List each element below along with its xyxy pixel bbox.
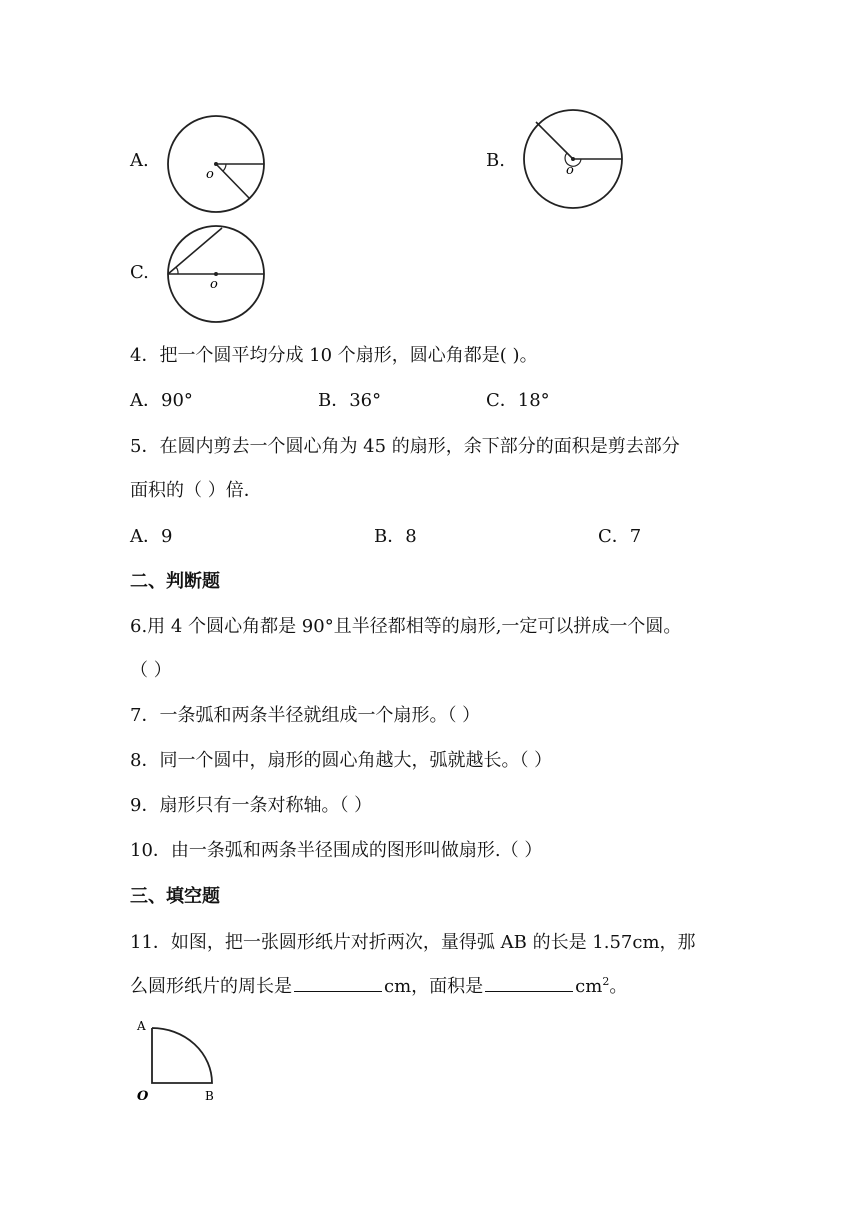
q5-option-c: C．7: [598, 526, 642, 547]
q8: 8．同一个圆中，扇形的圆心角越大，弧就越长。（ ）: [130, 750, 553, 771]
q11-text-a: 么圆形纸片的周长是: [130, 976, 292, 997]
q5-option-b: B．8: [374, 526, 417, 547]
q11-line2: [130, 972, 627, 998]
center-label: o: [210, 277, 218, 292]
q9: 9．扇形只有一条对称轴。（ ）: [130, 795, 373, 816]
q11-line1: 11．如图，把一张圆形纸片对折两次，量得弧 AB 的长是 1.57cm，那: [130, 932, 696, 953]
point-a-label: A: [137, 1019, 146, 1033]
section-heading: 二、判断题: [130, 571, 220, 592]
circle-figure-b: [520, 108, 626, 212]
option-b-label: B.: [486, 150, 505, 171]
q7: 7．一条弧和两条半径就组成一个扇形。（ ）: [130, 705, 481, 726]
center-label: o: [206, 167, 214, 182]
q4-stem: 4．把一个圆平均分成 10 个扇形，圆心角都是( )。: [130, 345, 538, 366]
center-label: o: [566, 163, 574, 178]
quarter-circle-figure: [130, 1016, 230, 1108]
circle-figure-a: [164, 112, 268, 216]
q11-text-d: 。: [609, 976, 628, 997]
answer-blank-area[interactable]: [485, 990, 573, 992]
q5-option-a: A．9: [130, 526, 173, 547]
q10: 10．由一条弧和两条半径围成的图形叫做扇形.（ ）: [130, 840, 543, 861]
q6-line2: （ ）: [130, 660, 172, 681]
q5-stem-line2: 面积的（ ）倍．: [130, 480, 262, 501]
q4-option-c: C．18°: [486, 390, 550, 411]
q4-option-a: A．90°: [130, 390, 193, 411]
point-b-label: B: [205, 1089, 214, 1103]
section-heading: 三、填空题: [130, 886, 220, 907]
circle-figure-c: [164, 222, 268, 326]
q5-stem-line1: 5．在圆内剪去一个圆心角为 45 的扇形，余下部分的面积是剪去部分: [130, 436, 680, 457]
answer-blank-circumference[interactable]: [294, 990, 382, 992]
option-c-label: C.: [130, 262, 149, 283]
q11-text-c: cm: [575, 976, 603, 997]
option-a-label: A.: [130, 150, 149, 171]
q11-superscript: 2: [602, 975, 610, 988]
q11-text-b: cm，面积是: [384, 976, 484, 997]
q4-option-b: B．36°: [318, 390, 382, 411]
q6-line1: 6.用 4 个圆心角都是 90°且半径都相等的扇形,一定可以拼成一个圆。: [130, 616, 682, 637]
point-o-label: O: [137, 1089, 149, 1104]
